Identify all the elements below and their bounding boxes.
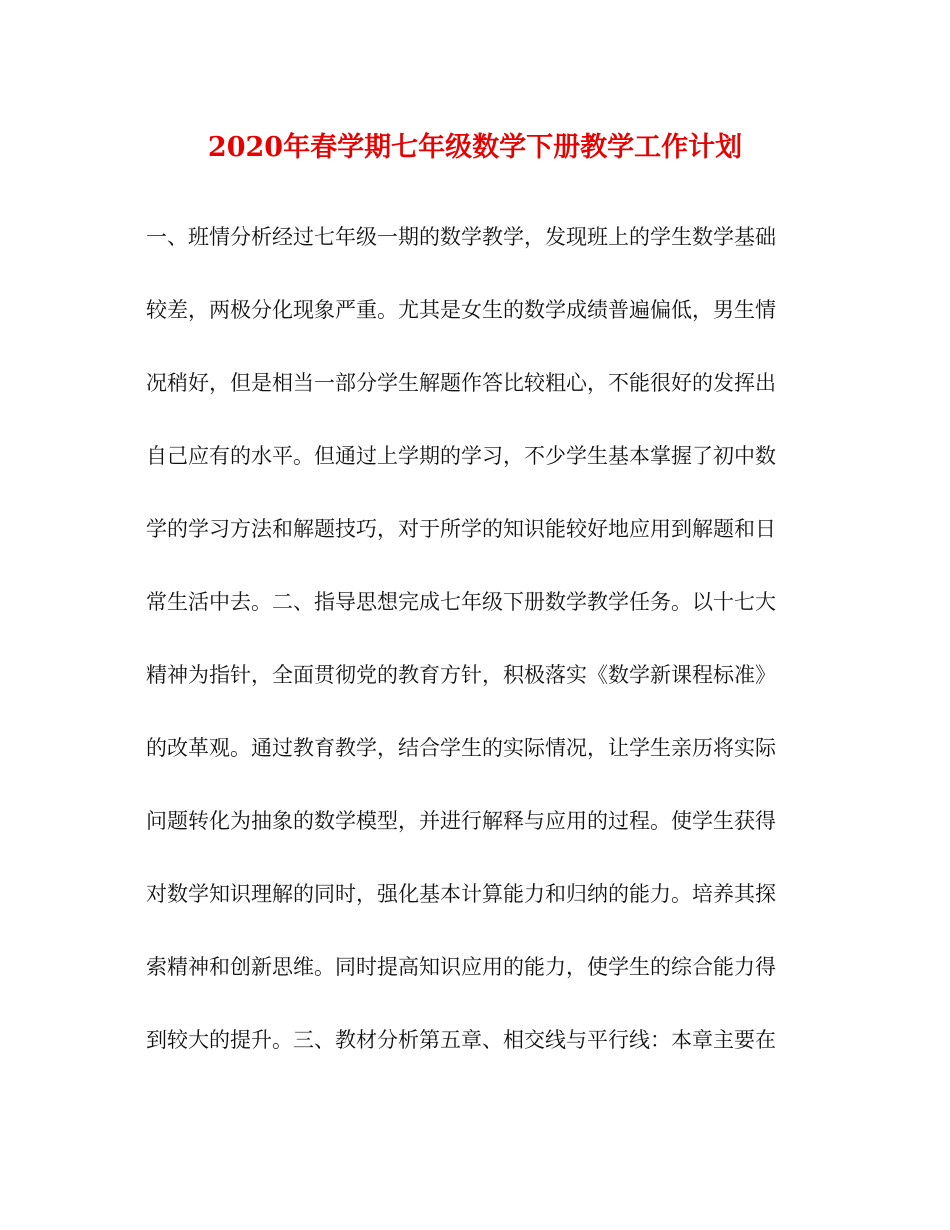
body-line: 的改革观。通过教育教学，结合学生的实际情况，让学生亲历将实际 [146, 736, 776, 760]
body-line: 自己应有的水平。但通过上学期的学习，不少学生基本掌握了初中数 [146, 444, 776, 468]
body-line: 对数学知识理解的同时，强化基本计算能力和归纳的能力。培养其探 [146, 882, 776, 906]
body-line: 到较大的提升。三、教材分析第五章、相交线与平行线：本章主要在 [146, 1028, 776, 1052]
body-line: 学的学习方法和解题技巧，对于所学的知识能较好地应用到解题和日 [146, 517, 776, 541]
body-line: 较差，两极分化现象严重。尤其是女生的数学成绩普遍偏低，男生情 [146, 298, 776, 322]
body-line: 精神为指针，全面贯彻党的教育方针，积极落实《数学新课程标准》 [146, 663, 776, 687]
body-line: 索精神和创新思维。同时提高知识应用的能力，使学生的综合能力得 [146, 955, 776, 979]
document-title: 2020年春学期七年级数学下册教学工作计划 [207, 132, 743, 163]
body-line: 问题转化为抽象的数学模型，并进行解释与应用的过程。使学生获得 [146, 809, 776, 833]
body-line: 一、班情分析经过七年级一期的数学教学，发现班上的学生数学基础 [146, 225, 776, 249]
body-line: 常生活中去。二、指导思想完成七年级下册数学教学任务。以十七大 [146, 590, 776, 614]
body-line: 况稍好，但是相当一部分学生解题作答比较粗心，不能很好的发挥出 [146, 371, 776, 395]
